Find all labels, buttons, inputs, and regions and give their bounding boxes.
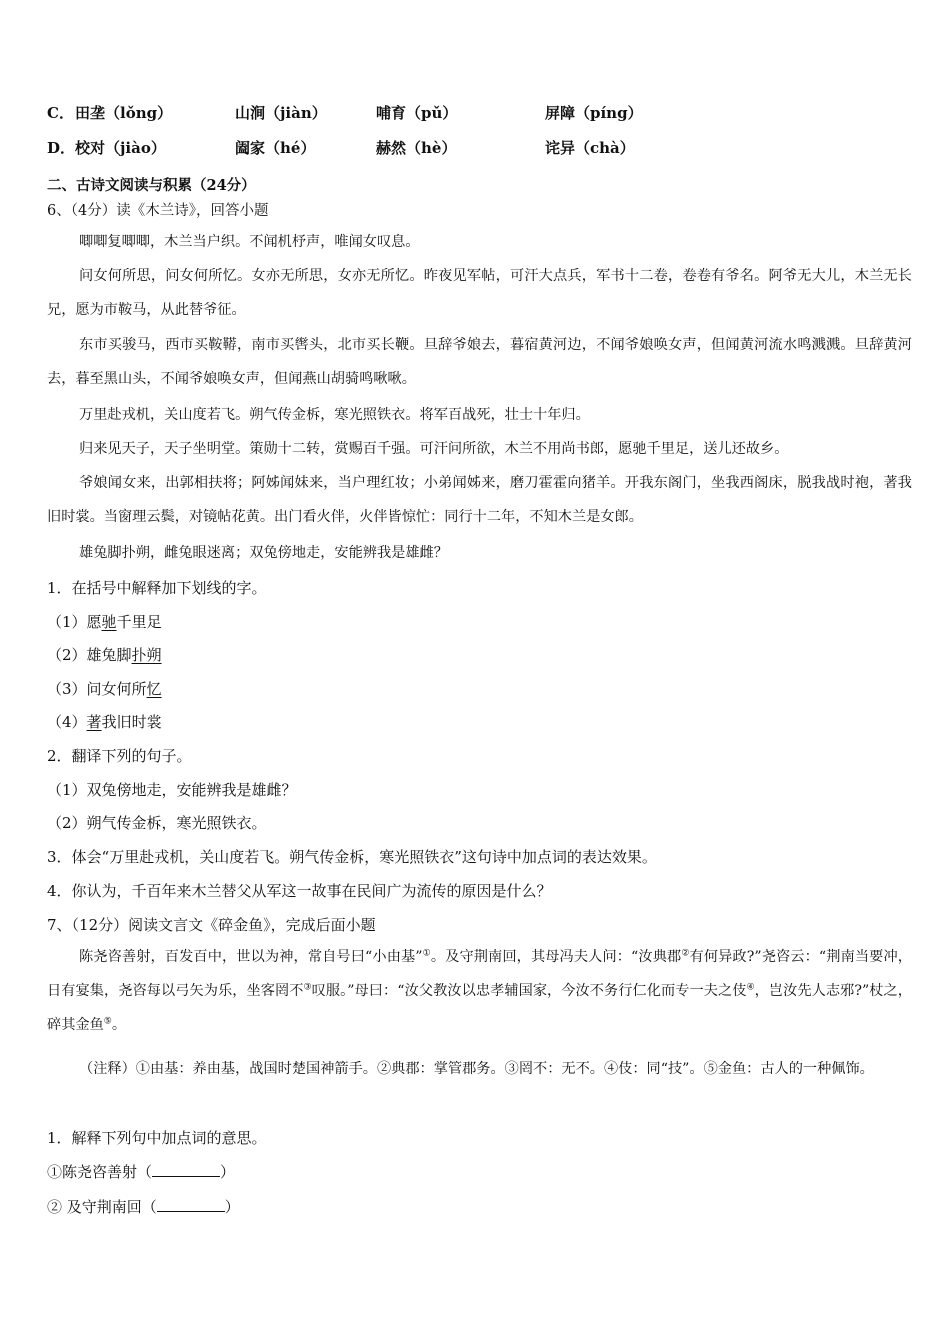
q6-sub2-item-1: （1）双兔傍地走，安能辨我是雄雌？ <box>47 781 297 799</box>
option-d-item-3: 赫然（hè） <box>376 139 457 157</box>
item-text: ） <box>220 1163 236 1181</box>
passage-text: 。 <box>111 1017 127 1033</box>
footnote-mark: ② <box>681 948 690 959</box>
poem-stanza-5: 归来见天子，天子坐明堂。策勋十二转，赏赐百千强。可汗问所欲，木兰不用尚书郎，愿驰千里足，送儿还故乡。 <box>79 441 789 457</box>
footnote-mark: ④ <box>746 982 755 993</box>
poem-stanza-3: 东市买骏马，西市买鞍鞯，南市买辔头，北市买长鞭。旦辞爷娘去，暮宿黄河边，不闻爷娘唤女声，但闻黄河流水鸣溅溅。旦辞黄河去，暮至黑山头，不闻爷娘唤女声，但闻燕山胡骑鸣啾啾。 <box>47 337 912 387</box>
poem-stanza-2: 问女何所思，问女何所忆。女亦无所思，女亦无所忆。昨夜见军帖，可汗大点兵，军书十二卷，卷卷有爷名。阿爷无大儿，木兰无长兄，愿为市鞍马，从此替爷征。 <box>47 268 912 318</box>
item-text: ） <box>224 1198 240 1216</box>
q6-sub2-item-2: （2）朔气传金柝，寒光照铁衣。 <box>47 814 267 832</box>
option-d-item-4: 诧异（chà） <box>545 139 635 157</box>
q6-sub3: 3．体会“万里赴戎机，关山度若飞。朔气传金柝，寒光照铁衣”这句诗中加点词的表达效果。 <box>47 848 657 866</box>
footnote-mark: ③ <box>303 982 312 993</box>
section-title: 二、古诗文阅读与积累（24分） <box>47 177 256 194</box>
question-7-heading: 7、（12分）阅读文言文《碎金鱼》，完成后面小题 <box>47 916 376 934</box>
poem-stanza-6: 爷娘闻女来，出郭相扶将；阿姊闻妹来，当户理红妆；小弟闻姊来，磨刀霍霍向猪羊。开我东阁门，坐我西阁床，脱我战时袍，著我旧时裳。当窗理云鬓，对镜帖花黄。出门看火伴，火伴皆惊忙：同行十二年，不知木兰是女郎。 <box>47 475 912 525</box>
answer-blank[interactable] <box>157 1197 225 1212</box>
option-c-item-2: 山涧（jiàn） <box>235 104 327 122</box>
footnote-mark: ① <box>422 948 431 959</box>
passage-text: 陈尧咨善射，百发百中，世以为神，常自号曰“小由基” <box>79 949 423 965</box>
passage-text: 有何异政?”尧咨云：“荆南当要冲，日有宴集，尧咨每以弓矢为乐，坐客罔不 <box>47 949 912 999</box>
passage-text: 叹服。”母曰：“汝父教汝以忠孝辅国家，今汝不务行仁化而专一夫之伎 <box>311 983 747 999</box>
q6-sub4: 4．你认为，千百年来木兰替父从军这一故事在民间广为流传的原因是什么？ <box>47 882 552 900</box>
item-text: ② 及守荆南回（ <box>47 1198 157 1216</box>
passage-text: 。及守荆南回，其母冯夫人问：“汝典郡 <box>430 949 682 965</box>
q6-sub2-prompt: 2．翻译下列的句子。 <box>47 747 192 765</box>
item-text: （2）雄兔脚 <box>47 646 132 664</box>
item-text: （3）问女何所 <box>47 680 147 698</box>
poem-stanza-1: 唧唧复唧唧，木兰当户织。不闻机杼声，唯闻女叹息。 <box>79 234 420 250</box>
item-text: ①陈尧咨善射（ <box>47 1163 153 1181</box>
q7-sub1-item-1 <box>47 1161 235 1182</box>
answer-blank[interactable] <box>152 1162 220 1177</box>
q7-sub1-prompt: 1．解释下列句中加点词的意思。 <box>47 1129 267 1147</box>
option-c-item-3: 哺育（pǔ） <box>376 104 458 122</box>
option-d-label: D． <box>47 139 76 157</box>
q7-sub1-item-2 <box>47 1196 240 1217</box>
option-c-item-1: 田垄（lǒng） <box>75 104 173 122</box>
q7-passage <box>47 940 912 1042</box>
item-text: （4） <box>47 713 87 731</box>
option-d-item-2: 阖家（hé） <box>235 139 316 157</box>
footnote-mark: ⑤ <box>103 1016 112 1027</box>
item-text: 千里足 <box>116 613 162 631</box>
item-text: 我旧时裳 <box>101 713 162 731</box>
question-6-heading: 6、（4分）读《木兰诗》，回答小题 <box>47 203 269 219</box>
underlined-char: 忆 <box>146 680 162 698</box>
option-c-label: C． <box>47 104 74 122</box>
q6-sub1-item-3 <box>47 678 162 699</box>
underlined-char: 扑朔 <box>131 646 162 664</box>
underlined-char: 著 <box>86 713 102 731</box>
passage-text: ，岂汝先人志邪?”杖之，碎其金鱼 <box>47 983 912 1033</box>
q6-sub1-item-2 <box>47 644 162 665</box>
q6-sub1-prompt: 1．在括号中解释加下划线的字。 <box>47 579 267 597</box>
poem-stanza-4: 万里赴戎机，关山度若飞。朔气传金柝，寒光照铁衣。将军百战死，壮士十年归。 <box>79 407 590 423</box>
q6-sub1-item-1 <box>47 611 162 632</box>
item-text: （1）愿 <box>47 613 102 631</box>
q6-sub1-item-4 <box>47 711 162 732</box>
option-c-item-4: 屏障（píng） <box>545 104 643 122</box>
option-d-item-1: 校对（jiào） <box>75 139 166 157</box>
q7-notes: （注释）①由基：养由基，战国时楚国神箭手。②典郡：掌管郡务。③罔不：无不。④伎：同“技”。⑤金鱼：古人的一种佩饰。 <box>79 1061 874 1077</box>
underlined-char: 驰 <box>101 613 117 631</box>
poem-stanza-7: 雄兔脚扑朔，雌兔眼迷离；双兔傍地走，安能辨我是雄雌？ <box>79 545 448 561</box>
